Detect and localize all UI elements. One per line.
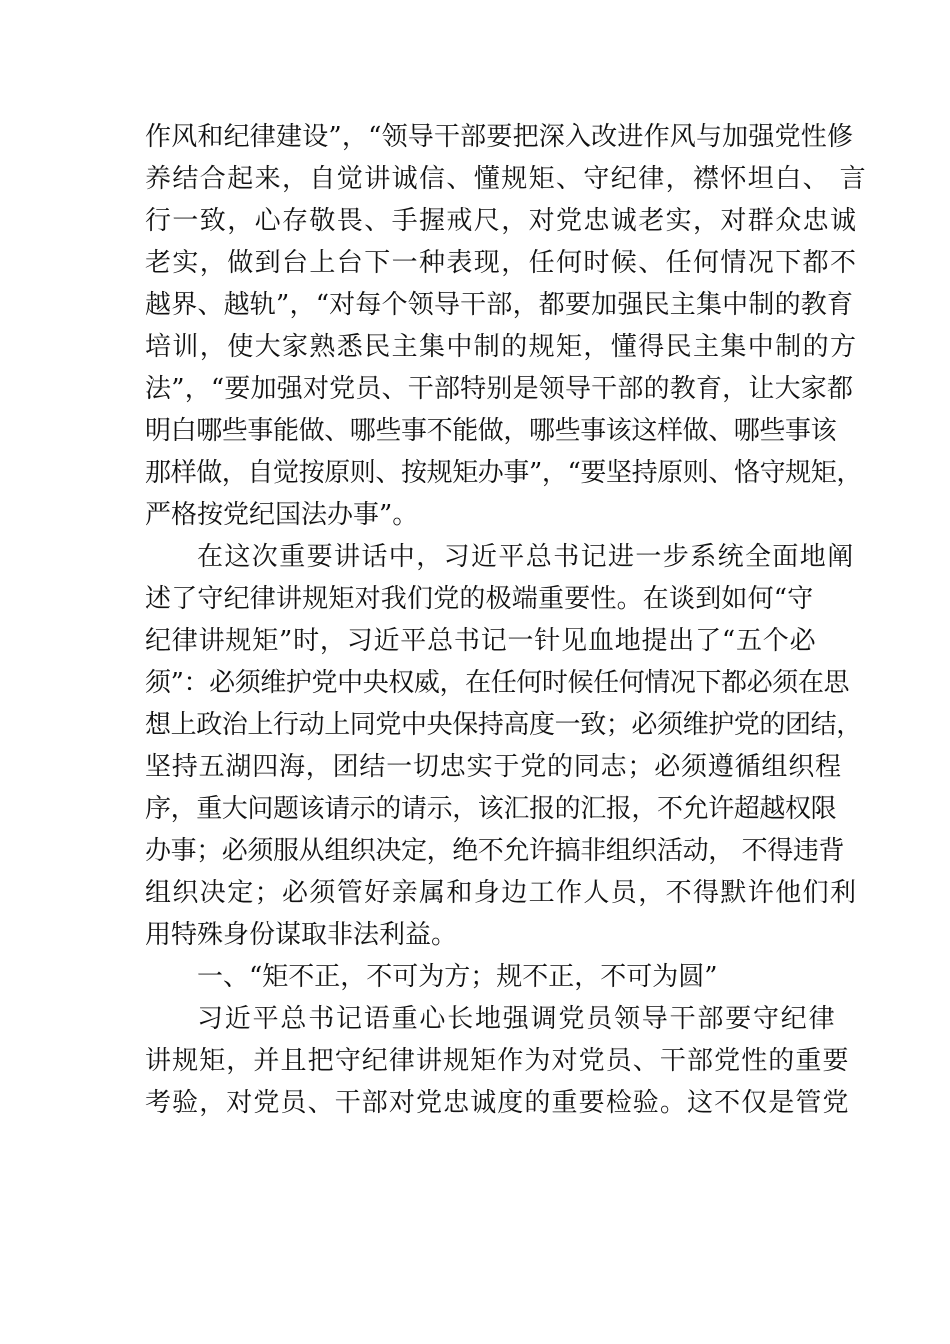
text-line: 养结合起来，自觉讲诚信、懂规矩、守纪律，襟怀坦白、 言 xyxy=(145,164,868,194)
text-line: 越界、越轨”，“对每个领导干部，都要加强民主集中制的教育 xyxy=(145,290,854,320)
text-line: 想上政治上行动上同党中央保持高度一致；必须维护党的团结， xyxy=(145,710,862,740)
text-line: 办事；必须服从组织决定，绝不允许搞非组织活动， 不得违背 xyxy=(145,836,845,866)
section-heading xyxy=(145,956,825,998)
text-line: 在这次重要讲话中，习近平总书记进一步系统全面地阐 xyxy=(197,542,855,572)
paragraph-3 xyxy=(145,998,850,1124)
document-body xyxy=(145,116,868,1124)
text-line: 纪律讲规矩”时，习近平总书记一针见血地提出了“五个必 xyxy=(145,626,817,656)
text-line: 作风和纪律建设”，“领导干部要把深入改进作风与加强党性修 xyxy=(145,122,854,152)
paragraph-2 xyxy=(145,536,862,956)
text-line: 严格按党纪国法办事”。 xyxy=(145,500,419,530)
text-line: 序，重大问题该请示的请示，该汇报的汇报，不允许超越权限 xyxy=(145,794,837,824)
text-line: 须”：必须维护党中央权威，在任何时候任何情况下都必须在思 xyxy=(145,668,850,698)
heading-line: 一、“矩不正，不可为方；规不正，不可为圆” xyxy=(197,962,718,992)
text-line: 行一致，心存敬畏、手握戒尺，对党忠诚老实，对群众忠诚 xyxy=(145,206,858,236)
text-line: 老实，做到台上台下一种表现，任何时候、任何情况下都不 xyxy=(145,248,858,278)
text-line: 培训，使大家熟悉民主集中制的规矩，懂得民主集中制的方 xyxy=(145,332,858,362)
paragraph-1 xyxy=(145,116,868,536)
text-line: 法”，“要加强对党员、干部特别是领导干部的教育，让大家都 xyxy=(145,374,854,404)
text-line: 用特殊身份谋取非法利益。 xyxy=(145,920,458,950)
text-line: 组织决定；必须管好亲属和身边工作人员，不得默许他们利 xyxy=(145,878,858,908)
text-line: 讲规矩，并且把守纪律讲规矩作为对党员、干部党性的重要 xyxy=(145,1046,850,1076)
text-line: 那样做，自觉按原则、按规矩办事”，“要坚持原则、恪守规矩， xyxy=(145,458,862,488)
text-line: 明白哪些事能做、哪些事不能做，哪些事该这样做、哪些事该 xyxy=(145,416,837,446)
text-line: 考验，对党员、干部对党忠诚度的重要检验。这不仅是管党 xyxy=(145,1088,850,1118)
text-line: 述了守纪律讲规矩对我们党的极端重要性。在谈到如何“守 xyxy=(145,584,814,614)
text-line: 坚持五湖四海，团结一切忠实于党的同志；必须遵循组织程 xyxy=(145,752,842,782)
text-line: 习近平总书记语重心长地强调党员领导干部要守纪律 xyxy=(197,1004,837,1034)
